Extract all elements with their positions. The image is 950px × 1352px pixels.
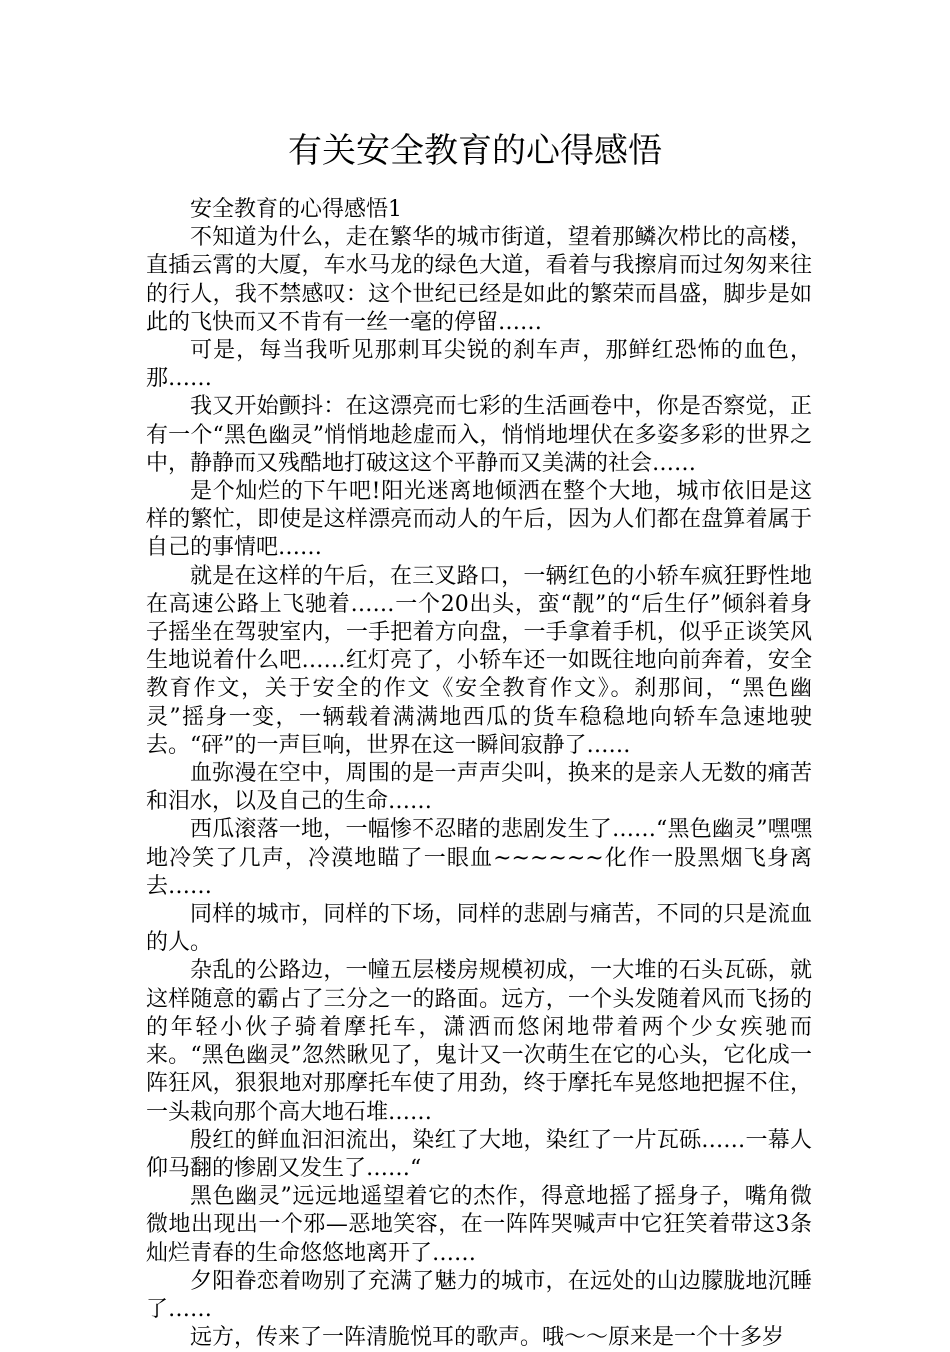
paragraph: 血弥漫在空中，周围的是一声声尖叫，换来的是亲人无数的痛苦和泪水，以及自己的生命…… [146,761,812,815]
paragraph: 同样的城市，同样的下场，同样的悲剧与痛苦，不同的只是流血的人。 [146,902,812,956]
paragraph: 可是，每当我听见那刺耳尖锐的刹车声，那鲜红恐怖的血色，那…… [146,338,812,392]
paragraph: 西瓜滚落一地，一幅惨不忍睹的悲剧发生了……“黑色幽灵”嘿嘿地冷笑了几声，冷漠地瞄了一眼血~~~~~~化作一股黑烟飞身离去…… [146,817,812,899]
paragraph: 是个灿烂的下午吧!阳光迷离地倾洒在整个大地，城市依旧是这样的繁忙，即使是这样漂亮而动人的午后，因为人们都在盘算着属于自己的事情吧…… [146,479,812,561]
paragraph: 远方，传来了一阵清脆悦耳的歌声。哦～～原来是一个十多岁 [190,1325,785,1351]
paragraph: 就是在这样的午后，在三叉路口，一辆红色的小轿车疯狂野性地在高速公路上飞驰着……一个20出头，蛮“靓”的“后生仔”倾斜着身子摇坐在驾驶室内，一手把着方向盘，一手拿着手机，似乎正谈笑风生地说着什么吧……红灯亮了，小轿车还一如既往地向前奔着，安全教育作文，关于安全的作文《安全教育作文》。刹那间，“黑色幽灵”摇身一变，一辆载着满满地西瓜的货车稳稳地向轿车急速地驶去。“砰”的一声巨响，世界在这一瞬间寂静了…… [146,563,812,758]
paragraph-subtitle: 安全教育的心得感悟1 [190,197,402,222]
document-body [146,196,812,1352]
document-title: 有关安全教育的心得感悟 [288,131,662,171]
paragraph: 不知道为什么，走在繁华的城市街道，望着那鳞次栉比的高楼，直插云霄的大厦，车水马龙的绿色大道，看着与我擦肩而过匆匆来往的行人，我不禁感叹：这个世纪已经是如此的繁荣而昌盛，脚步是如此的飞快而又不肯有一丝一毫的停留…… [146,225,812,335]
paragraph: 杂乱的公路边，一幢五层楼房规模初成，一大堆的石头瓦砾，就这样随意的霸占了三分之一的路面。远方，一个头发随着风而飞扬的的年轻小伙子骑着摩托车，潇洒而悠闲地带着两个少女疾驰而来。“黑色幽灵”忽然瞅见了，鬼计又一次萌生在它的心头，它化成一阵狂风，狠狠地对那摩托车使了用劲，终于摩托车晃悠地把握不住，一头栽向那个高大地石堆…… [146,958,812,1125]
paragraph: 黑色幽灵”远远地遥望着它的杰作，得意地摇了摇身子，嘴角微微地出现出一个邪—恶地笑容，在一阵阵哭喊声中它狂笑着带这3条灿烂青春的生命悠悠地离开了…… [146,1184,812,1266]
paragraph: 殷红的鲜血汩汩流出，染红了大地，染红了一片瓦砾……一幕人仰马翻的惨剧又发生了……“ [146,1127,812,1181]
paragraph: 我又开始颤抖：在这漂亮而七彩的生活画卷中，你是否察觉，正有一个“黑色幽灵”悄悄地趁虚而入，悄悄地埋伏在多姿多彩的世界之中，静静而又残酷地打破这这个平静而又美满的社会…… [146,394,812,476]
paragraph: 夕阳眷恋着吻别了充满了魅力的城市，在远处的山边朦胧地沉睡了…… [146,1268,812,1322]
